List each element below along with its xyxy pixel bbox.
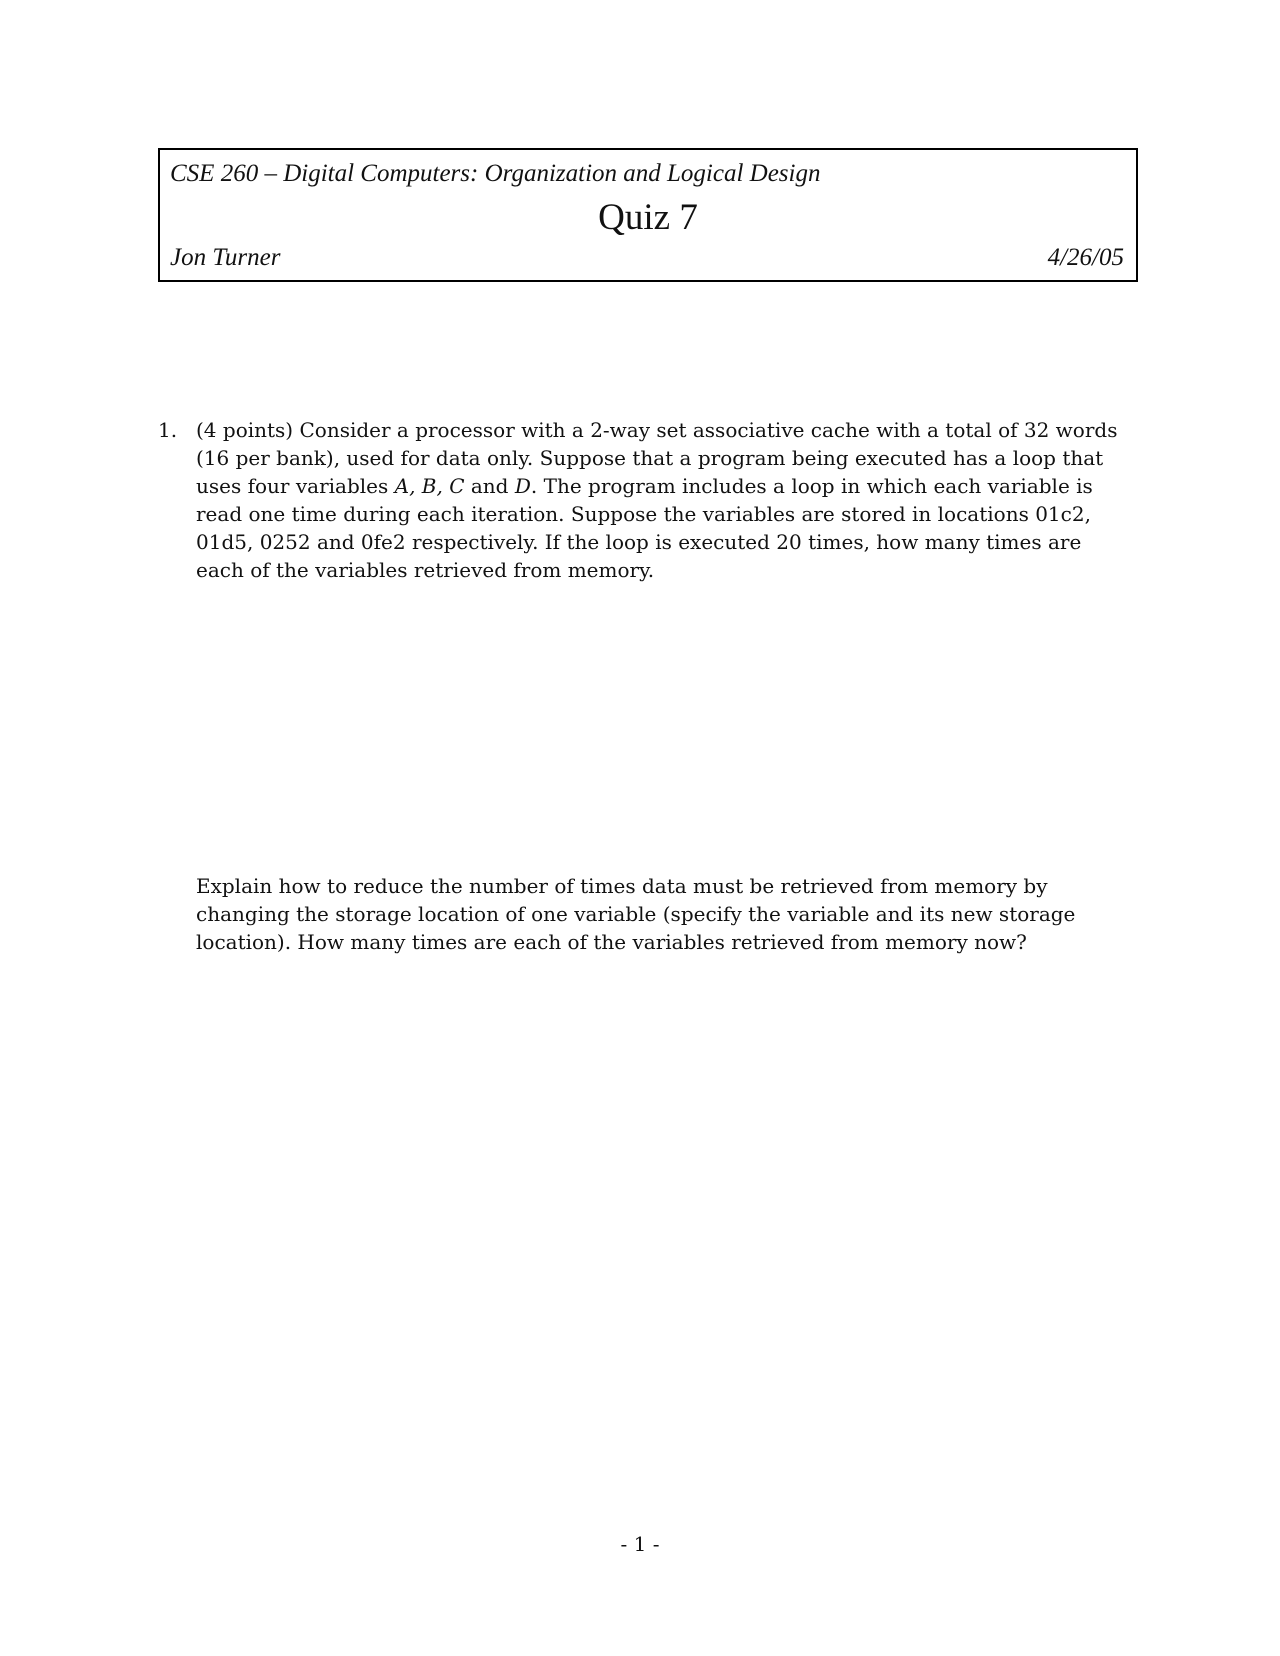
quiz-title: Quiz 7 <box>598 197 698 238</box>
question-text-part2: . The program includes a loop in which each variable is read one time during each iteration. Suppose the variables are stored in locations 01c2, 01d5, 0252 and 0fe2 respectively. If the loop is executed 20 times, how many times are each of the variables retrieved from memory. <box>196 474 1093 582</box>
variable-a: A <box>394 474 410 498</box>
question-points: (4 points) <box>196 418 294 442</box>
quiz-date: 4/26/05 <box>1047 244 1124 271</box>
separator-1: , <box>409 474 422 498</box>
course-title: CSE 260 – Digital Computers: Organization and Logical Design <box>170 160 821 187</box>
question-followup: Explain how to reduce the number of times data must be retrieved from memory by changing the storage location of one variable (specify the variable and its new storage location). How many times are each of the variables retrieved from memory now? <box>196 874 1076 954</box>
question-text-part1: Consider a processor with a 2-way set associative cache with a total of 32 words (16 per bank), used for data only. Suppose that a program being executed has a loop that uses four variables <box>196 418 1118 498</box>
separator-3: and <box>464 474 515 498</box>
question-number: 1. <box>158 418 178 442</box>
separator-2: , <box>436 474 450 498</box>
page-number: - 1 - <box>620 1532 660 1556</box>
header-box <box>158 148 1138 282</box>
question-text <box>196 416 1132 584</box>
variable-c: C <box>449 474 465 498</box>
variable-d: D <box>514 474 531 498</box>
author-name: Jon Turner <box>170 244 281 271</box>
variable-b: B <box>421 474 437 498</box>
